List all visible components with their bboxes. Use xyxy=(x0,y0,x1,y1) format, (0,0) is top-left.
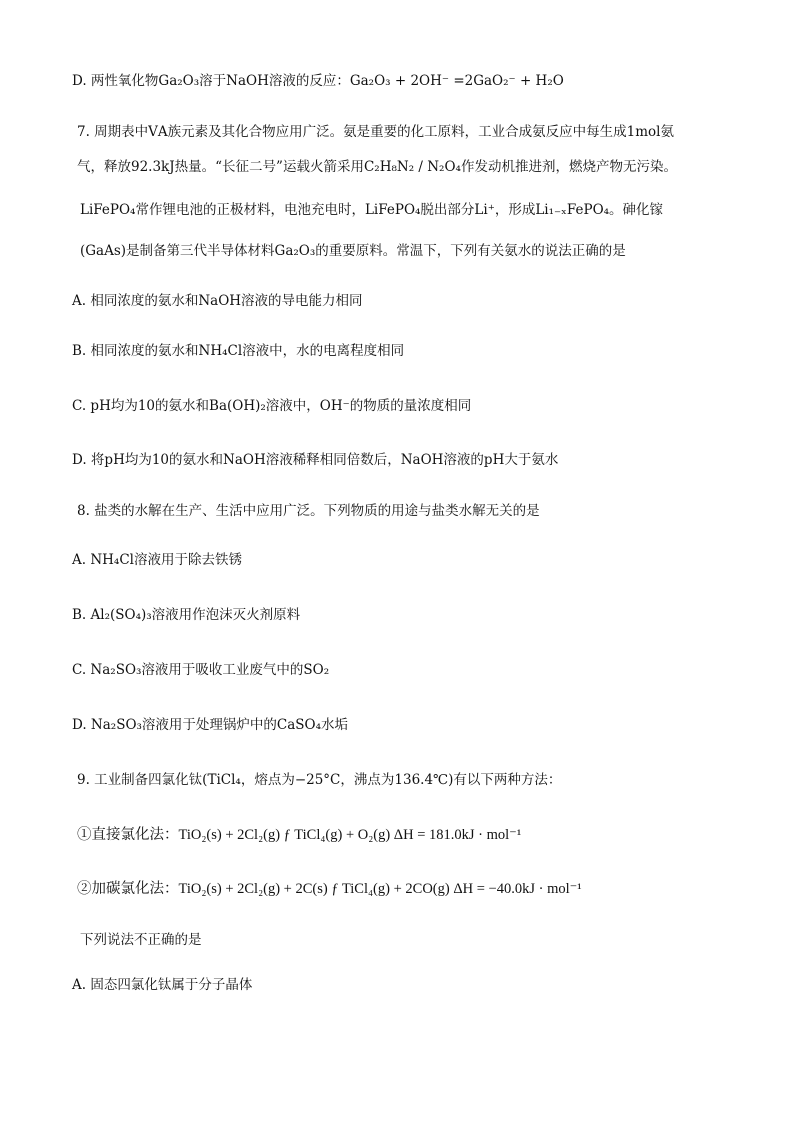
question-7-option-d: D. 将pH均为10的氨水和NaOH溶液稀释相同倍数后，NaOH溶液的pH大于氨水 xyxy=(72,452,559,468)
question-7-option-c: C. pH均为10的氨水和Ba(OH)₂溶液中，OH⁻的物质的量浓度相同 xyxy=(72,398,472,414)
question-9-method-2-equation: ②加碳氯化法：TiO₂(s) + 2Cl₂(g) + 2C(s) ƒ TiCl₄(g) + 2CO(g) ΔH = −40.0kJ · mol⁻¹ xyxy=(77,881,582,897)
question-7-stem-line-2: 气，释放92.3kJ热量。“长征二号”运载火箭采用C₂H₈N₂ / N₂O₄作发动机推进剂，燃烧产物无污染。 xyxy=(77,159,677,175)
question-8-option-d: D. Na₂SO₃溶液用于处理锅炉中的CaSO₄水垢 xyxy=(72,717,349,733)
question-7-option-b: B. 相同浓度的氨水和NH₄Cl溶液中，水的电离程度相同 xyxy=(72,343,405,359)
question-7-stem-line-1: 7. 周期表中ⅤA族元素及其化合物应用广泛。氨是重要的化工原料，工业合成氨反应中每生成1mol氨 xyxy=(77,124,675,140)
question-9-prompt: 下列说法不正确的是 xyxy=(80,932,202,948)
question-7-option-a: A. 相同浓度的氨水和NaOH溶液的导电能力相同 xyxy=(72,293,363,309)
question-7-stem-line-4: (GaAs)是制备第三代半导体材料Ga₂O₃的重要原料。常温下，下列有关氨水的说法正确的是 xyxy=(80,243,626,259)
line-option-d-gallium-oxide: D. 两性氧化物Ga₂O₃溶于NaOH溶液的反应：Ga₂O₃ + 2OH⁻ =2GaO₂⁻ + H₂O xyxy=(72,73,564,89)
question-7-stem-line-3: LiFePO₄常作锂电池的正极材料，电池充电时，LiFePO₄脱出部分Li⁺，形成Li₁₋ₓFePO₄。砷化镓 xyxy=(80,202,664,218)
question-9-stem: 9. 工业制备四氯化钛(TiCl₄，熔点为−25°C，沸点为136.4℃)有以下两种方法： xyxy=(77,772,562,788)
question-8-option-b: B. Al₂(SO₄)₃溶液用作泡沫灭火剂原料 xyxy=(72,607,301,623)
question-8-stem: 8. 盐类的水解在生产、生活中应用广泛。下列物质的用途与盐类水解无关的是 xyxy=(77,503,540,519)
question-8-option-c: C. Na₂SO₃溶液用于吸收工业废气中的SO₂ xyxy=(72,662,330,678)
question-9-method-1-equation: ①直接氯化法：TiO₂(s) + 2Cl₂(g) ƒ TiCl₄(g) + O₂(g) ΔH = 181.0kJ · mol⁻¹ xyxy=(77,827,522,843)
question-8-option-a: A. NH₄Cl溶液用于除去铁锈 xyxy=(72,552,242,568)
question-9-option-a: A. 固态四氯化钛属于分子晶体 xyxy=(72,977,253,993)
